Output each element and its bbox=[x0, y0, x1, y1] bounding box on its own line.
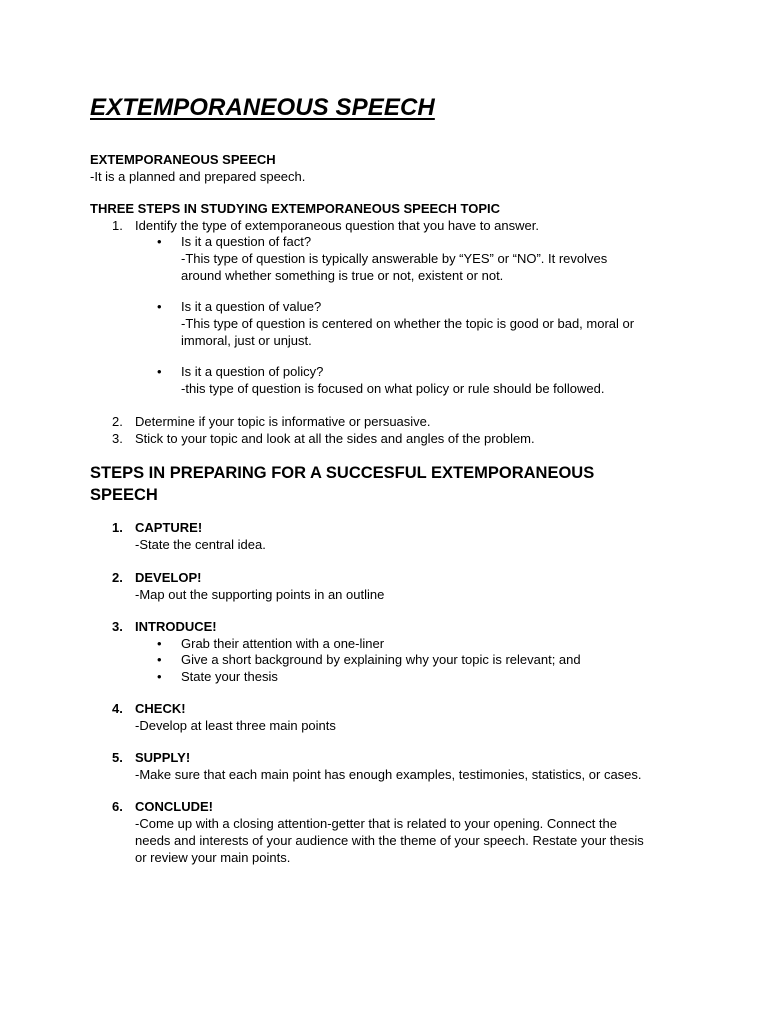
section-heading: SPEECH bbox=[90, 486, 158, 504]
step-description: -State the central idea. bbox=[135, 537, 266, 552]
question-label: Is it a question of value? bbox=[181, 299, 322, 314]
three-steps-heading: THREE STEPS IN STUDYING EXTEMPORANEOUS SPEECH TOPIC bbox=[90, 201, 501, 216]
step-description: -Develop at least three main points bbox=[135, 718, 336, 733]
step-description: -Make sure that each main point has enough examples, testimonies, statistics, or cases. bbox=[135, 767, 642, 782]
step-label: INTRODUCE! bbox=[135, 619, 217, 634]
question-description: -This type of question is typically answerable by “YES” or “NO”. It revolves bbox=[181, 251, 608, 266]
intro-heading: EXTEMPORANEOUS SPEECH bbox=[90, 152, 276, 167]
question-description: around whether something is true or not, existent or not. bbox=[181, 268, 504, 283]
question-label: Is it a question of policy? bbox=[181, 364, 324, 379]
list-item-text: Stick to your topic and look at all the sides and angles of the problem. bbox=[135, 431, 535, 446]
step-number: 2. bbox=[112, 570, 123, 585]
step-number: 3. bbox=[112, 619, 123, 634]
step-label: CONCLUDE! bbox=[135, 799, 213, 814]
list-item-text: Identify the type of extemporaneous question that you have to answer. bbox=[135, 218, 539, 233]
step-description: -Come up with a closing attention-getter that is related to your opening. Connect the bbox=[135, 816, 618, 831]
bullet-icon: • bbox=[157, 234, 162, 249]
page-title: EXTEMPORANEOUS SPEECH bbox=[90, 94, 435, 121]
step-description: needs and interests of your audience with the theme of your speech. Restate your thesis bbox=[135, 833, 644, 848]
intro-text: -It is a planned and prepared speech. bbox=[90, 169, 306, 184]
bullet-icon: • bbox=[157, 652, 162, 667]
list-item-text: Determine if your topic is informative or persuasive. bbox=[135, 414, 431, 429]
step-number: 5. bbox=[112, 750, 123, 765]
step-label: SUPPLY! bbox=[135, 750, 191, 765]
step-label: CHECK! bbox=[135, 701, 186, 716]
question-description: -This type of question is centered on whether the topic is good or bad, moral or bbox=[181, 316, 635, 331]
step-bullet-text: Grab their attention with a one-liner bbox=[181, 636, 385, 651]
question-description: immoral, just or unjust. bbox=[181, 333, 312, 348]
step-label: DEVELOP! bbox=[135, 570, 202, 585]
list-item-number: 2. bbox=[112, 414, 123, 429]
section-heading: STEPS IN PREPARING FOR A SUCCESFUL EXTEMPORANEOUS bbox=[90, 464, 595, 482]
question-description: -this type of question is focused on what policy or rule should be followed. bbox=[181, 381, 605, 396]
bullet-icon: • bbox=[157, 364, 162, 379]
step-number: 4. bbox=[112, 701, 123, 716]
list-item-number: 1. bbox=[112, 218, 123, 233]
question-label: Is it a question of fact? bbox=[181, 234, 312, 249]
list-item-number: 3. bbox=[112, 431, 123, 446]
step-label: CAPTURE! bbox=[135, 520, 203, 535]
bullet-icon: • bbox=[157, 636, 162, 651]
step-description: or review your main points. bbox=[135, 850, 291, 865]
bullet-icon: • bbox=[157, 669, 162, 684]
bullet-icon: • bbox=[157, 299, 162, 314]
step-description: -Map out the supporting points in an outline bbox=[135, 587, 385, 602]
step-number: 1. bbox=[112, 520, 123, 535]
step-number: 6. bbox=[112, 799, 123, 814]
step-bullet-text: State your thesis bbox=[181, 669, 278, 684]
step-bullet-text: Give a short background by explaining why your topic is relevant; and bbox=[181, 652, 581, 667]
